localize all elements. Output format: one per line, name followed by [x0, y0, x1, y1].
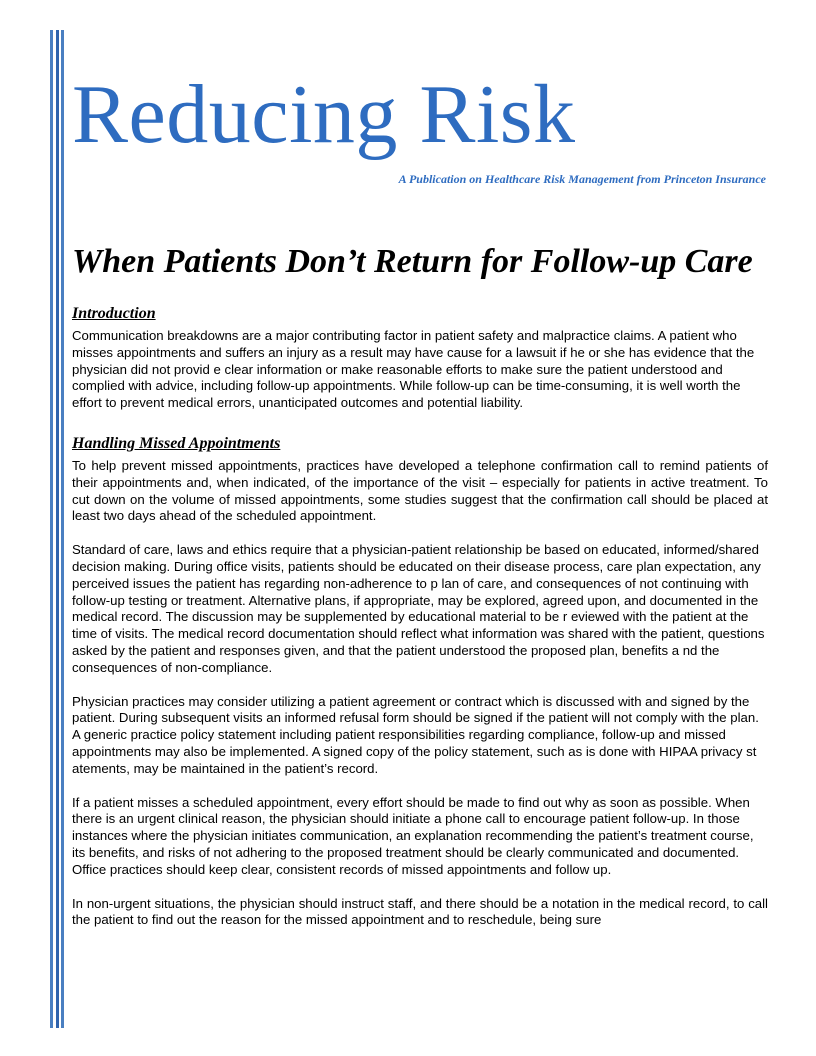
paragraph: To help prevent missed appointments, practices have developed a telephone confirmation call to remind patients of their appointments and, when indicated, of the importance of the visit – especially for patients in active treatment. To cut down on the volume of missed appointments, some studies suggest that the confirmation call should be placed at least two days ahead of the scheduled appointment.: [72, 457, 768, 524]
section-heading: Introduction: [72, 305, 156, 322]
article-body: [72, 304, 768, 951]
margin-rule-outer: [50, 30, 53, 1028]
publication-title: Reducing Risk: [72, 68, 576, 161]
paragraph: In non-urgent situations, the physician should instruct staff, and there should be a notation in the medical record, to call the patient to find out the reason for the missed appointment and to reschedule, being sure: [72, 895, 768, 928]
section-handling-missed-appointments: [72, 434, 768, 929]
paragraph: Physician practices may consider utilizing a patient agreement or contract which is discussed with and signed by the patient. During subsequent visits an informed refusal form should be signed if the patient will not comply with the plan. A generic practice policy statement including patient responsibilities regarding compliance, follow-up and missed appointments may also be implemented. A signed copy of the policy statement, such as is done with HIPAA privacy st atements, may be maintained in the patient’s record.: [72, 693, 759, 776]
paragraph: If a patient misses a scheduled appointment, every effort should be made to find out why as soon as possible. When there is an urgent clinical reason, the physician should initiate a phone call to encourage patient follow-up. In those instances where the physician initiates communication, an explanation recommending the patient’s treatment course, its benefits, and risks of not adhering to the proposed treatment should be clearly communicated and documented. Office practices should keep clear, consistent records of missed appointments and follow up.: [72, 794, 754, 877]
publication-tagline: A Publication on Healthcare Risk Management from Princeton Insurance: [398, 172, 766, 186]
section-introduction: [72, 304, 768, 412]
paragraph: Standard of care, laws and ethics require that a physician-patient relationship be based on educated, informed/shared decision making. During office visits, patients should be educated on their disease process, care plan expectation, any perceived issues the patient has regarding non-adherence to p lan of care, and consequences of not continuing with follow-up testing or treatment. Alternative plans, if appropriate, may be explored, agreed upon, and documented in the medical record. The discussion may be supplemented by educational material to be r eviewed with the patient at the time of visits. The medical record documentation should reflect what information was shared with the patient, questions asked by the patient and responses given, and that the patient understood the proposed plan, benefits a nd the consequences of non-compliance.: [72, 542, 765, 675]
margin-rule-middle: [56, 30, 59, 1028]
margin-rule-inner: [61, 30, 64, 1028]
article-title: When Patients Don’t Return for Follow-up Care: [72, 243, 753, 280]
section-heading: Handling Missed Appointments: [72, 434, 281, 452]
paragraph: Communication breakdowns are a major contributing factor in patient safety and malpractice claims. A patient who misses appointments and suffers an injury as a result may have cause for a lawsuit if he or she has evidence that the physician did not provid e clear information or make reasonable efforts to make sure the patient understood and complied with advice, including follow-up appointments. While follow-up can be time-consuming, it is well worth the effort to prevent medical errors, unanticipated outcomes and potential liability.: [72, 328, 755, 411]
